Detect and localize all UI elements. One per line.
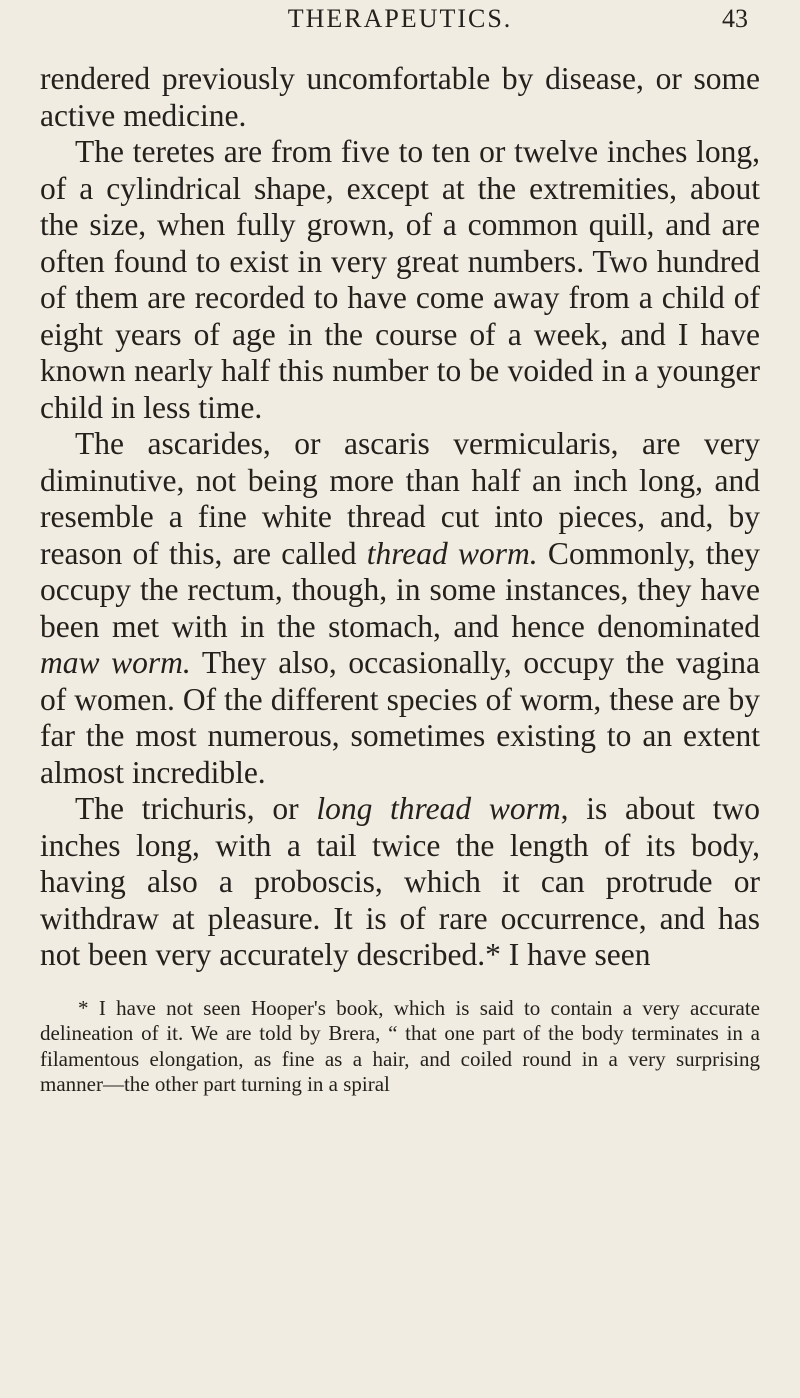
paragraph-continuation: rendered previously uncomfortable by disease, or some active medicine. [40,61,760,133]
paragraph-trichuris-part1: The trichuris, or [75,791,317,826]
paragraph-teretes: The teretes are from five to ten or twelve inches long, of a cylindrical shape, except at the extremities, about the size, when fully grown, of a common quill, and are often found to exist in very great numbers. Two hundred of them are recorded to have come away from a child of eight years of age in the course of a week, and I have known nearly half this number to be voided in a younger child in less time. [40,134,760,425]
maw-worm-term: maw worm. [40,645,191,680]
paragraph-ascarides-part2: Commonly, they occupy the rectum, though, in some instances, they have been met with in the stomach, and hence denominated [40,535,761,644]
paragraph-ascarides [40,426,760,791]
paragraph-trichuris-part2: , is about two inches long, with a tail twice the length of its body, having also a proboscis, which it can protrude or withdraw at pleasure. It is of rare occurrence, and has not been very accurately described.* I have seen [40,791,761,972]
footnotes [40,996,760,1098]
paragraph-trichuris [40,791,760,974]
body-text [40,61,760,974]
running-head [40,0,760,54]
running-title: THERAPEUTICS. [287,4,513,33]
long-thread-worm-term: long thread worm [316,791,561,826]
thread-worm-term: thread worm. [366,535,538,571]
footnote: * I have not seen Hooper's book, which is said to contain a very accurate delineation of it. We are told by Brera, “ that one part of the body terminates in a filamentous elongation, as fine as a hair, and coiled round in a very surprising manner—the other part turning in a spiral [40,995,760,1096]
page-number: 43 [722,4,748,33]
paragraph-ascarides-part1: The ascarides, or ascaris vermicularis, are very diminutive, not being more than half an inch long, and resemble a fine white thread cut into pieces, and, by reason of this, are called [40,426,760,571]
paragraph-ascarides-part3: They also, occasionally, occupy the vagina of women. Of the different species of worm, these are by far the most numerous, sometimes existing to an extent almost incredible. [40,645,760,790]
